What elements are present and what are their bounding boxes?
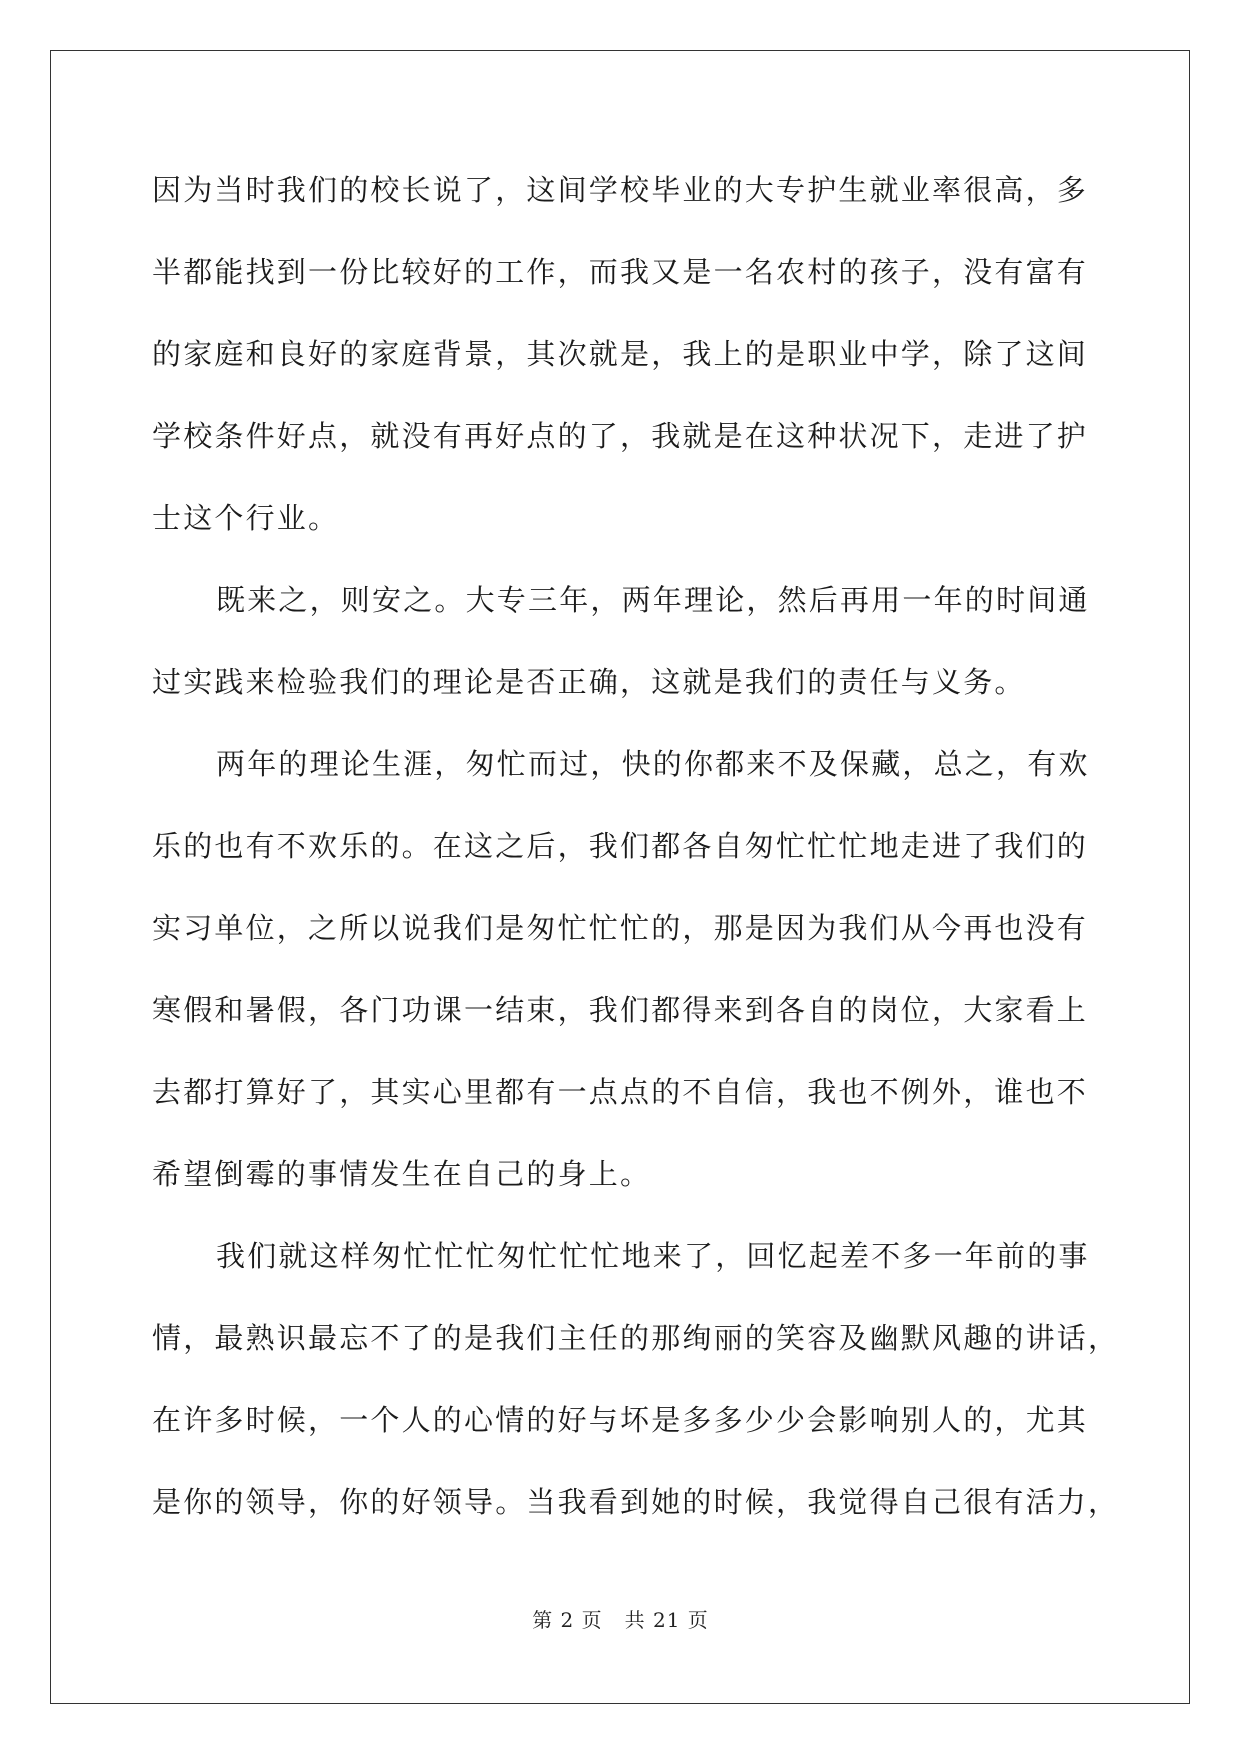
text-line: 情，最熟识最忘不了的是我们主任的那绚丽的笑容及幽默风趣的讲话， (152, 1321, 1120, 1355)
paragraph-start-line: 我们就这样匆忙忙忙匆忙忙忙地来了，回忆起差不多一年前的事 (216, 1239, 1090, 1273)
text-line: 是你的领导，你的好领导。当我看到她的时候，我觉得自己很有活力， (152, 1485, 1120, 1519)
text-line: 去都打算好了，其实心里都有一点点的不自信，我也不例外，谁也不 (152, 1075, 1089, 1109)
text-line: 士这个行业。 (152, 501, 340, 535)
text-line: 在许多时候，一个人的心情的好与坏是多多少少会影响别人的，尤其 (152, 1403, 1089, 1437)
total-pages: 共 21 页 (624, 1608, 709, 1632)
page-footer (0, 1604, 1241, 1633)
text-line: 半都能找到一份比较好的工作，而我又是一名农村的孩子，没有富有 (152, 255, 1089, 289)
text-line: 因为当时我们的校长说了，这间学校毕业的大专护生就业率很高，多 (152, 173, 1089, 207)
page-number: 第 2 页 (532, 1608, 603, 1632)
text-line: 实习单位，之所以说我们是匆忙忙忙的，那是因为我们从今再也没有 (152, 911, 1089, 945)
text-line: 希望倒霉的事情发生在自己的身上。 (152, 1157, 652, 1191)
text-line: 寒假和暑假，各门功课一结束，我们都得来到各自的岗位，大家看上 (152, 993, 1089, 1027)
text-line: 乐的也有不欢乐的。在这之后，我们都各自匆忙忙忙地走进了我们的 (152, 829, 1089, 863)
paragraph-start-line: 两年的理论生涯，匆忙而过，快的你都来不及保藏，总之，有欢 (216, 747, 1090, 781)
text-line: 过实践来检验我们的理论是否正确，这就是我们的责任与义务。 (152, 665, 1026, 699)
paragraph-start-line: 既来之，则安之。大专三年，两年理论，然后再用一年的时间通 (216, 583, 1090, 617)
text-line: 的家庭和良好的家庭背景，其次就是，我上的是职业中学，除了这间 (152, 337, 1089, 371)
document-body (152, 162, 1120, 1556)
text-line: 学校条件好点，就没有再好点的了，我就是在这种状况下，走进了护 (152, 419, 1089, 453)
